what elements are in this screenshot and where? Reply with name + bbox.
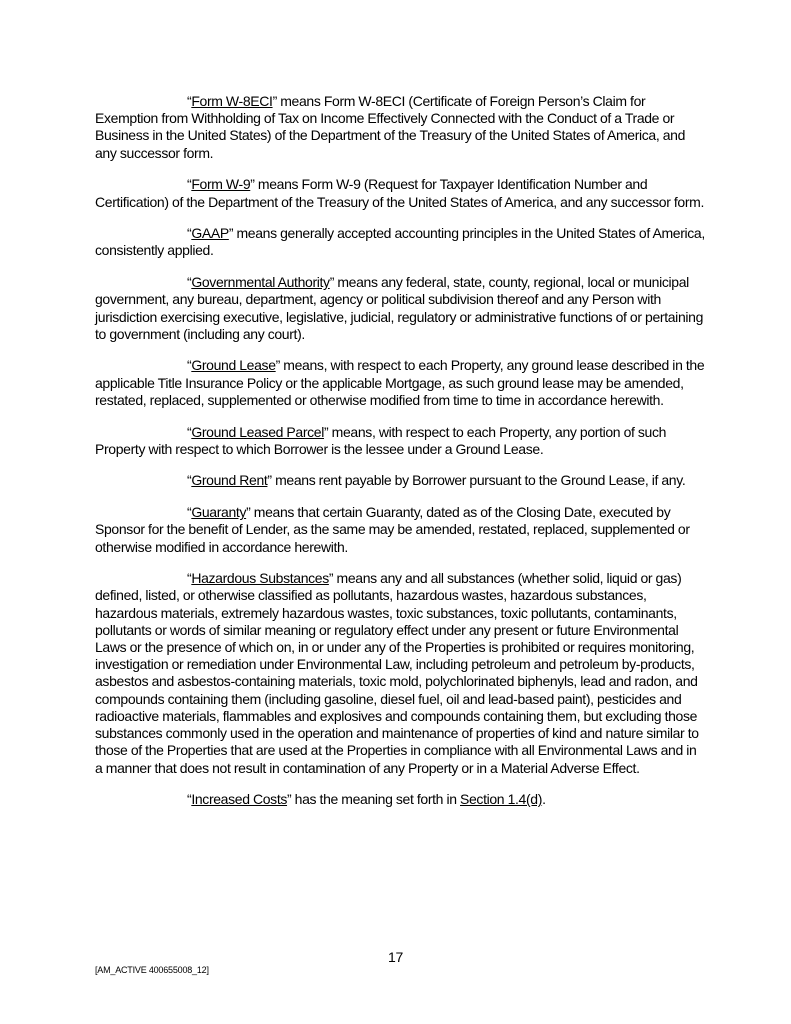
open-quote: “ bbox=[187, 791, 192, 808]
definition-guaranty bbox=[95, 504, 705, 556]
open-quote: “ bbox=[187, 472, 192, 489]
definition-text-end: . bbox=[542, 791, 546, 808]
close-quote: ” bbox=[328, 570, 334, 587]
section-reference: Section 1.4(d) bbox=[460, 791, 543, 808]
close-quote: ” bbox=[272, 93, 277, 109]
close-quote: ” bbox=[329, 274, 335, 291]
open-quote: “ bbox=[187, 504, 192, 521]
close-quote: ” bbox=[250, 176, 255, 193]
defined-term: Increased Costs bbox=[191, 791, 288, 808]
definition-hazardous-substances bbox=[95, 570, 705, 776]
definition-ground-lease bbox=[95, 357, 705, 409]
defined-term: GAAP bbox=[191, 225, 229, 242]
open-quote: “ bbox=[187, 570, 192, 587]
open-quote: “ bbox=[187, 176, 192, 193]
definition-text: means Form W-9 (Request for Taxpayer Identification Number and Certification) of the Department of the Treasury of the United States of America, and any successor form. bbox=[95, 176, 705, 210]
definition-text: means, with respect to each Property, any ground lease described in the applicable Title Insurance Policy or the applicable Mortgage, as such ground lease may be amended, restated, replaced, supplemented or otherwise modified from time to time in accordance herewith. bbox=[95, 357, 705, 408]
document-body bbox=[95, 93, 705, 823]
definition-form-w-9 bbox=[95, 176, 705, 210]
document-id: [AM_ACTIVE 400655008_12] bbox=[95, 965, 209, 975]
defined-term: Form W-8ECI bbox=[191, 93, 273, 109]
definition-increased-costs bbox=[95, 791, 705, 808]
page-number: 17 bbox=[388, 949, 403, 965]
definition-gaap bbox=[95, 225, 705, 259]
definition-text: means any federal, state, county, regional, local or municipal government, any bureau, department, agency or political subdivision thereof and any Person with jurisdiction exercising executive, legislative, judicial, regulatory or administrative functions of or pertaining to government (including any court). bbox=[95, 274, 704, 342]
open-quote: “ bbox=[187, 357, 192, 374]
open-quote: “ bbox=[187, 423, 192, 440]
close-quote: ” bbox=[246, 504, 251, 521]
open-quote: “ bbox=[187, 274, 192, 291]
open-quote: “ bbox=[187, 93, 192, 109]
defined-term: Ground Lease bbox=[191, 357, 276, 374]
defined-term: Governmental Authority bbox=[191, 274, 330, 291]
defined-term: Guaranty bbox=[191, 504, 247, 521]
definition-text: means generally accepted accounting principles in the United States of America, consistently applied. bbox=[95, 225, 705, 259]
definition-ground-leased-parcel bbox=[95, 424, 705, 458]
definition-form-w-8eci bbox=[95, 93, 705, 162]
definition-text: has the meaning set forth in bbox=[291, 791, 460, 808]
close-quote: ” bbox=[324, 423, 329, 440]
definition-text: means any and all substances (whether solid, liquid or gas) defined, listed, or otherwise classified as pollutants, hazardous wastes, hazardous substances, hazardous materials, extremely hazardous wastes, toxic substances, toxic pollutants, contaminants, pollutants or words of similar meaning or regulatory effect under any present or future Environmental Laws or the presence of which on, in or under any of the Properties is prohibited or requires monitoring, investigation or remediation under Environmental Law, including petroleum and petroleum by-products, asbestos and asbestos-containing materials, toxic mold, polychlorinated biphenyls, lead and radon, and compounds containing them (including gasoline, diesel fuel, oil and lead-based paint), pesticides and radioactive materials, flammables and explosives and compounds containing them, but excluding those substances commonly used in the operation and maintenance of properties of kind and nature similar to those of the Properties that are used at the Properties in compliance with all Environmental Laws and in a manner that does not result in contamination of any Property or in a Material Adverse Effect. bbox=[95, 570, 699, 776]
defined-term: Form W-9 bbox=[191, 176, 251, 193]
defined-term: Ground Rent bbox=[191, 472, 268, 489]
open-quote: “ bbox=[187, 225, 192, 242]
definition-text: means, with respect to each Property, any portion of such Property with respect to which Borrower is the lessee under a Ground Lease. bbox=[95, 423, 667, 457]
defined-term: Hazardous Substances bbox=[191, 570, 329, 587]
close-quote: ” bbox=[267, 472, 272, 489]
close-quote: ” bbox=[228, 225, 234, 242]
definition-text: means that certain Guaranty, dated as of the Closing Date, executed by Sponsor for the benefit of Lender, as the same may be amended, restated, replaced, supplemented or otherwise modified in accordance herewith. bbox=[95, 504, 690, 555]
definition-ground-rent bbox=[95, 472, 705, 489]
close-quote: ” bbox=[287, 791, 292, 808]
definition-governmental-authority bbox=[95, 274, 705, 343]
definition-text: means Form W-8ECI (Certificate of Foreign Person’s Claim for Exemption from Withholding of Tax on Income Effectively Connected with the Conduct of a Trade or Business in the United States) of the Department of the Treasury of the United States of America, and any successor form. bbox=[95, 93, 686, 161]
definition-text: means rent payable by Borrower pursuant to the Ground Lease, if any. bbox=[271, 472, 686, 489]
defined-term: Ground Leased Parcel bbox=[191, 423, 325, 440]
close-quote: ” bbox=[275, 357, 280, 374]
